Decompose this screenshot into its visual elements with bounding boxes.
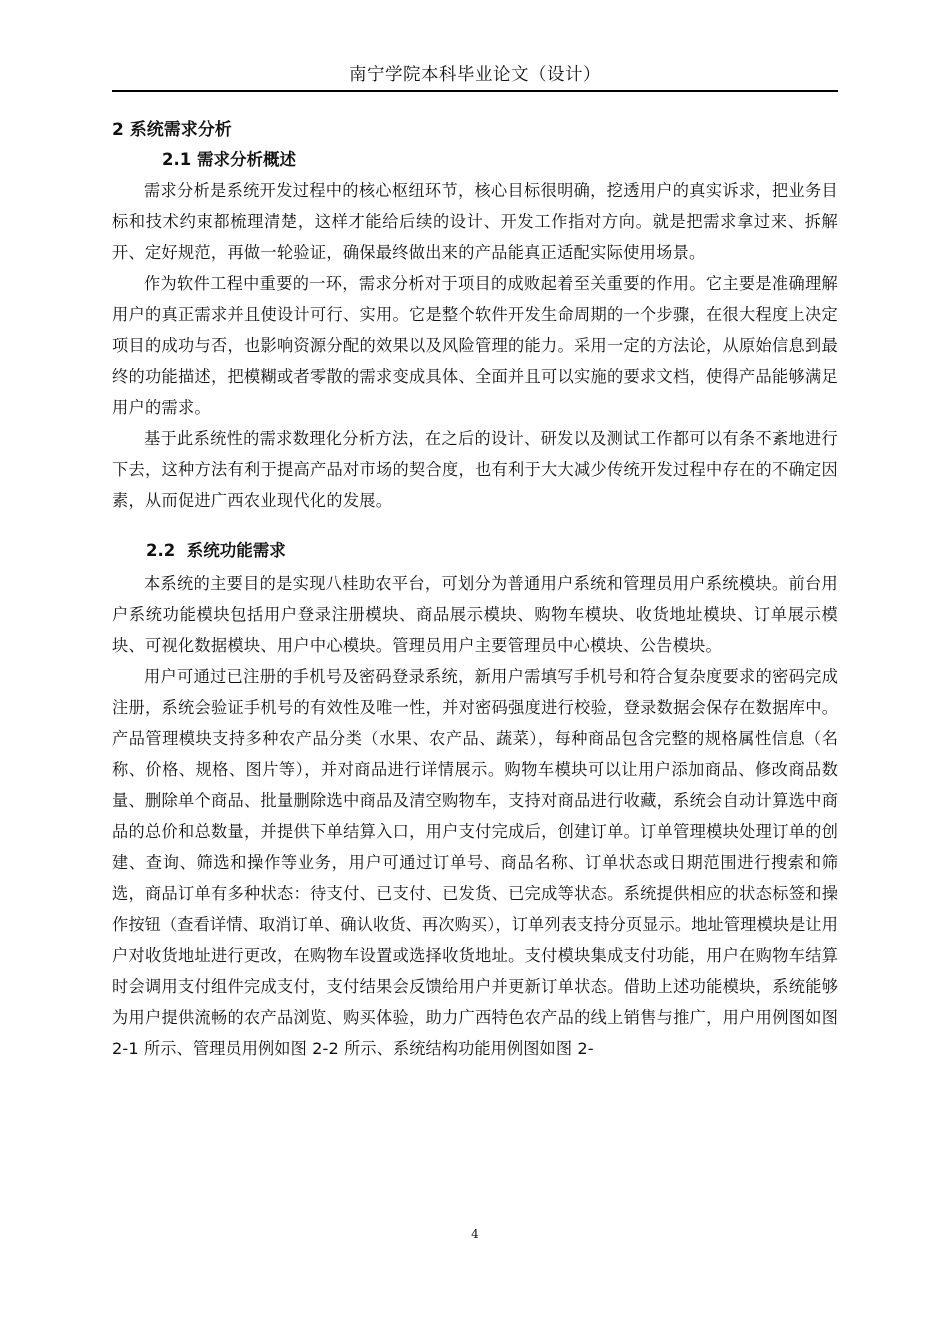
paragraph: 用户可通过已注册的手机号及密码登录系统，新用户需填写手机号和符合复杂度要求的密码完成注册，系统会验证手机号的有效性及唯一性，并对密码强度进行校验，登录数据会保存在数据库中。产品管理模块支持多种农产品分类（水果、农产品、蔬菜），每种商品包含完整的规格属性信息（名称、价格、规格、图片等），并对商品进行详情展示。购物车模块可以让用户添加商品、修改商品数量、删除单个商品、批量删除选中商品及清空购物车，支持对商品进行收藏，系统会自动计算选中商品的总价和总数量，并提供下单结算入口，用户支付完成后，创建订单。订单管理模块处理订单的创建、查询、筛选和操作等业务，用户可通过订单号、商品名称、订单状态或日期范围进行搜索和筛选，商品订单有多种状态：待支付、已支付、已发货、已完成等状态。系统提供相应的状态标签和操作按钮（查看详情、取消订单、确认收货、再次购买），订单列表支持分页显示。地址管理模块是让用户对收货地址进行更改，在购物车设置或选择收货地址。支付模块集成支付功能，用户在购物车结算时会调用支付组件完成支付，支付结果会反馈给用户并更新订单状态。借助上述功能模块，系统能够为用户提供流畅的农产品浏览、购买体验，助力广西特色农产品的线上销售与推广，用户用例图如图 2-1 所示、管理员用例如图 2-2 所示、系统结构功能用例图如图 2- bbox=[112, 667, 838, 1058]
subsection-title: 系统功能需求 bbox=[186, 541, 286, 560]
page-body bbox=[112, 115, 838, 1064]
paragraph: 基于此系统性的需求数理化分析方法，在之后的设计、研发以及测试工作都可以有条不紊地进行下去，这种方法有利于提高产品对市场的契合度，也有利于大大减少传统开发过程中存在的不确定因素，从而促进广西农业现代化的发展。 bbox=[112, 429, 838, 510]
paragraph: 本系统的主要目的是实现八桂助农平台，可划分为普通用户系统和管理员用户系统模块。前台用户系统功能模块包括用户登录注册模块、商品展示模块、购物车模块、收货地址模块、订单展示模块、可视化数据模块、用户中心模块。管理员用户主要管理员中心模块、公告模块。 bbox=[112, 574, 838, 655]
subsection-heading-2-1: 2.1 需求分析概述 bbox=[162, 150, 296, 169]
page-number: 4 bbox=[471, 1227, 479, 1241]
subsection-number: 2.2 bbox=[146, 541, 176, 560]
subsection-heading-2-2 bbox=[112, 534, 838, 568]
header-rule bbox=[112, 90, 838, 92]
section-heading: 2 系统需求分析 bbox=[112, 120, 232, 140]
paragraph: 作为软件工程中重要的一环，需求分析对于项目的成败起着至关重要的作用。它主要是准确理解用户的真正需求并且使设计可行、实用。它是整个软件开发生命周期的一个步骤，在很大程度上决定项目的成功与否，也影响资源分配的效果以及风险管理的能力。采用一定的方法论，从原始信息到最终的功能描述，把模糊或者零散的需求变成具体、全面并且可以实施的要求文档，使得产品能够满足用户的需求。 bbox=[112, 274, 838, 417]
section-spacer bbox=[112, 516, 838, 534]
paragraph: 需求分析是系统开发过程中的核心枢纽环节，核心目标很明确，挖透用户的真实诉求，把业务目标和技术约束都梳理清楚，这样才能给后续的设计、开发工作指对方向。就是把需求拿过来、拆解开、定好规范，再做一轮验证，确保最终做出来的产品能真正适配实际使用场景。 bbox=[112, 181, 838, 262]
page-header-title: 南宁学院本科毕业论文（设计） bbox=[349, 65, 601, 85]
